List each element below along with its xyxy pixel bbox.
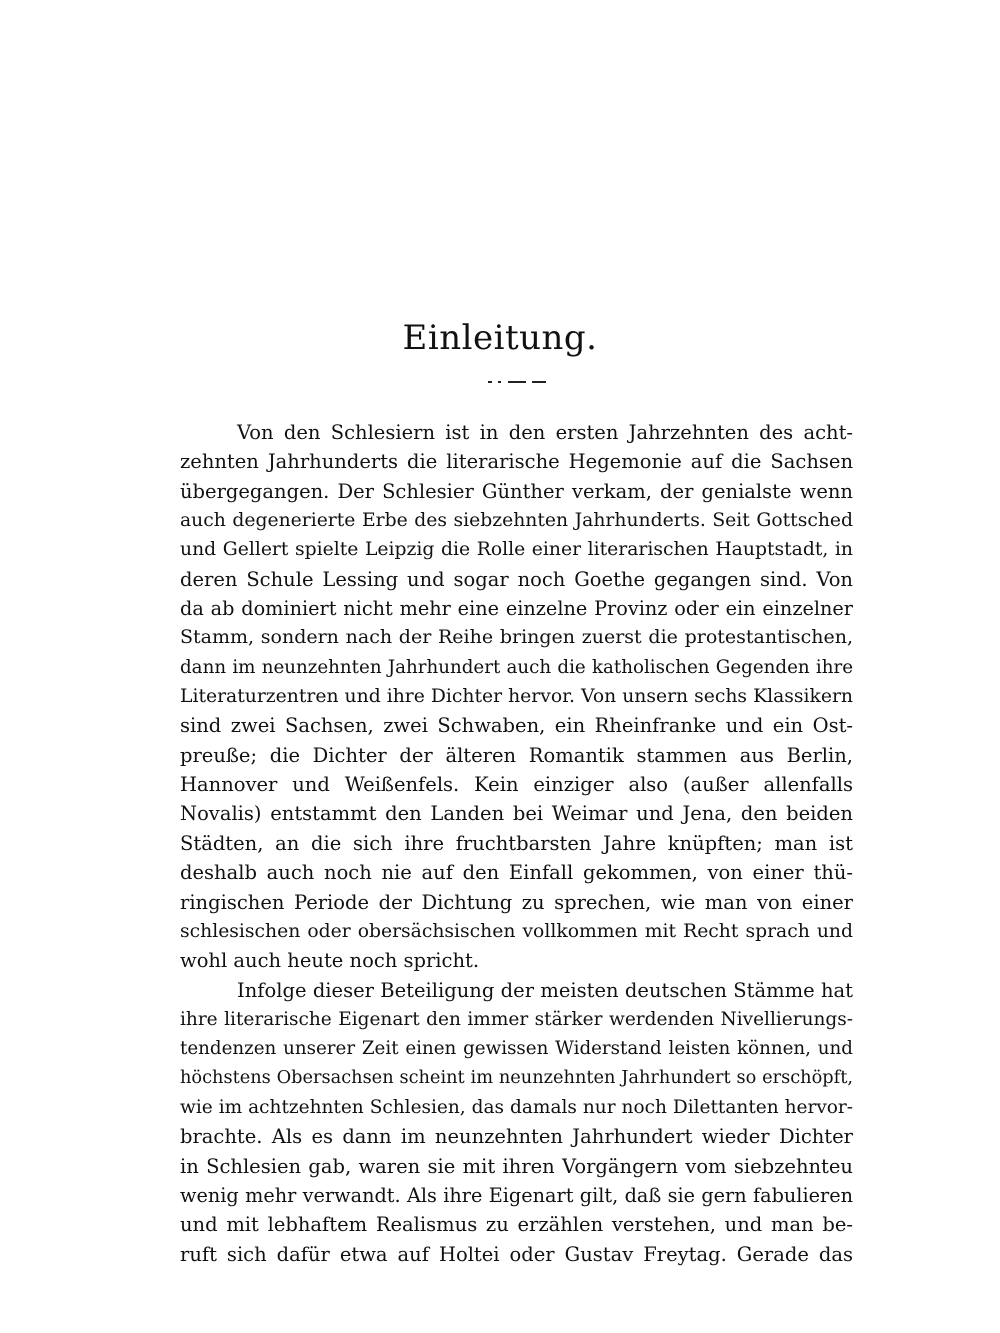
text-line: Stamm, sondern nach der Reihe bringen zuerst die protestantischen, [180,626,853,649]
text-line: zehnten Jahrhunderts die literarische Hegemonie auf die Sachsen [180,450,853,474]
text-line: sind zwei Sachsen, zwei Schwaben, ein Rheinfranke und ein Ost- [180,714,853,738]
text-line: Hannover und Weißenfels. Kein einziger also (außer allenfalls [180,773,853,797]
text-line: preuße; die Dichter der älteren Romantik stammen aus Berlin, [180,743,853,767]
text-line: in Schlesien gab, waren sie mit ihren Vorgängern vom siebzehnteu [180,1154,853,1178]
text-line: brachte. Als es dann im neunzehnten Jahrhundert wieder Dichter [180,1125,853,1149]
ornament-dash [488,381,492,383]
text-line: Städten, an die sich ihre fruchtbarsten Jahre knüpften; man ist [180,831,853,855]
text-line: wohl auch heute noch spricht. [180,949,480,973]
text-line: Von den Schlesiern ist in den ersten Jahrzehnten des acht- [237,421,853,444]
chapter-heading: Einleitung. [402,318,598,358]
ornament-dash [532,381,546,383]
text-line: höchstens Obersachsen scheint im neunzehnten Jahrhundert so erschöpft, [180,1067,853,1088]
text-line: wenig mehr verwandt. Als ihre Eigenart gilt, daß sie gern fabulieren [180,1183,853,1207]
text-line: da ab dominiert nicht mehr eine einzelne Provinz oder ein einzelner [180,597,853,621]
text-line: schlesischen oder obersächsischen vollkommen mit Recht sprach und [180,920,853,942]
ornament-dash [508,381,526,383]
heading-ornament [488,380,550,384]
text-line: wie im achtzehnten Schlesien, das damals nur noch Dilettanten hervor- [180,1096,853,1118]
text-line: tendenzen unserer Zeit einen gewissen Widerstand leisten können, und [180,1038,853,1060]
text-line: auch degenerierte Erbe des siebzehnten Jahrhunderts. Seit Gottsched [180,510,853,532]
text-line: ruft sich dafür etwa auf Holtei oder Gustav Freytag. Gerade das [180,1242,853,1266]
text-line: ringischen Periode der Dichtung zu sprechen, wie man von einer [180,890,853,914]
text-line: übergegangen. Der Schlesier Günther verkam, der genialste wenn [180,479,853,503]
text-line: Literaturzentren und ihre Dichter hervor. Von unsern sechs Klassikern [180,686,853,708]
paragraph-2 [180,976,853,1269]
text-line: deren Schule Lessing und sogar noch Goethe gegangen sind. Von [180,567,853,591]
text-line: und Gellert spielte Leipzig die Rolle einer literarischen Hauptstadt, in [180,539,853,561]
text-line: ihre literarische Eigenart den immer stärker werdenden Nivellierungs- [180,1008,853,1030]
text-line: und mit lebhaftem Realismus zu erzählen verstehen, und man be- [180,1213,853,1237]
ornament-dash [498,381,501,383]
text-line: Novalis) entstammt den Landen bei Weimar und Jena, den beiden [180,802,853,826]
paragraph-1 [180,418,853,976]
body-text [180,418,853,1269]
text-line: dann im neunzehnten Jahrhundert auch die katholischen Gegenden ihre [180,656,853,678]
text-line: deshalb auch noch nie auf den Einfall gekommen, von einer thü- [180,861,853,885]
text-line: Infolge dieser Beteiligung der meisten deutschen Stämme hat [237,978,853,1002]
